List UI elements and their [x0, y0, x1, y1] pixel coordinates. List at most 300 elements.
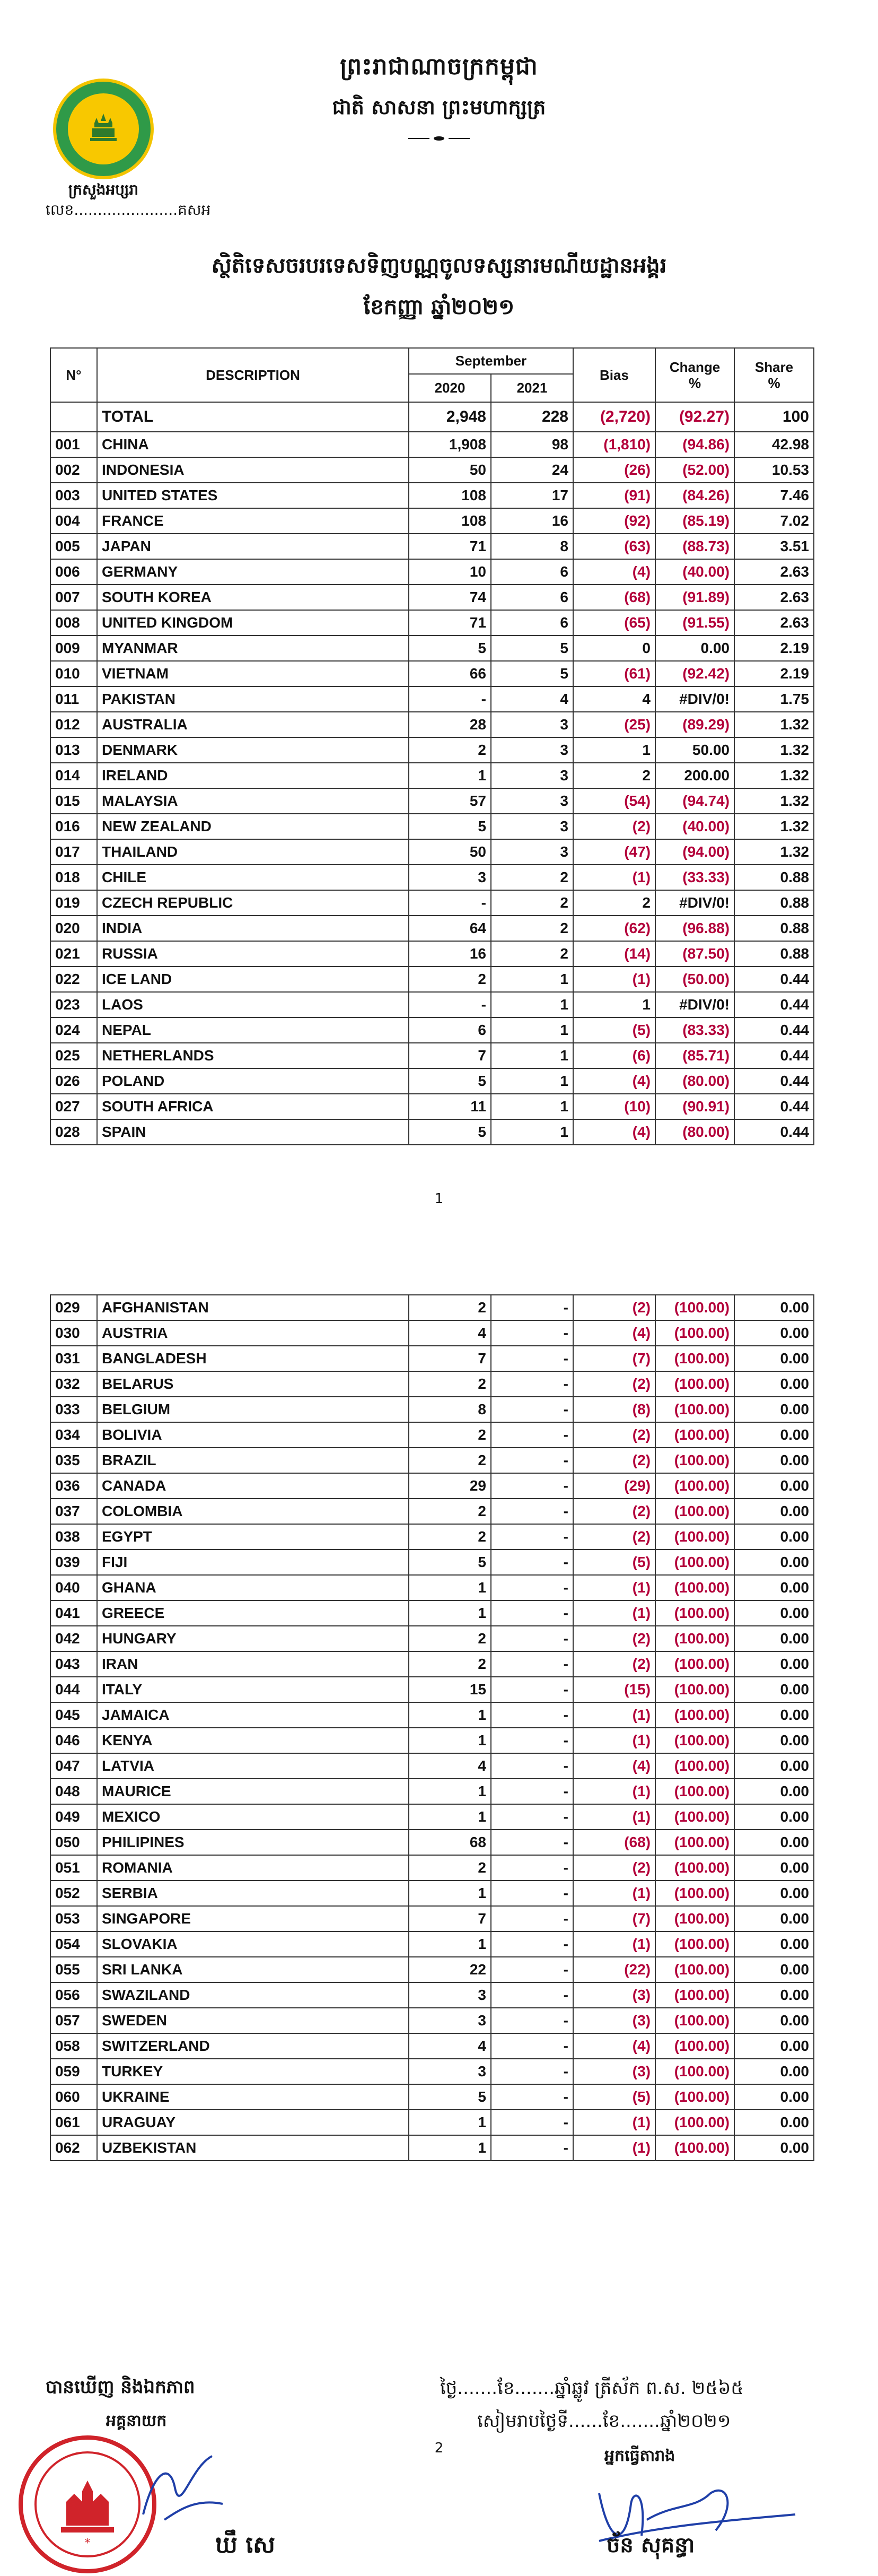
share-percent: 0.88	[734, 890, 814, 916]
bias-value: (15)	[573, 1677, 655, 1702]
change-percent: (87.50)	[655, 941, 734, 967]
bias-value: (2)	[573, 814, 655, 839]
table-row	[50, 1524, 814, 1550]
change-percent: (96.88)	[655, 916, 734, 941]
country-name: COLOMBIA	[97, 1499, 409, 1524]
change-percent: (52.00)	[655, 457, 734, 483]
total-change: (92.27)	[655, 402, 734, 432]
table-row	[50, 1931, 814, 1957]
country-name: SWITZERLAND	[97, 2033, 409, 2059]
share-percent: 0.00	[734, 1779, 814, 1804]
row-number: 060	[50, 2084, 97, 2110]
bias-value: (2)	[573, 1371, 655, 1397]
value-2020: -	[409, 992, 491, 1017]
bias-value: (62)	[573, 916, 655, 941]
row-number: 032	[50, 1371, 97, 1397]
table-row	[50, 839, 814, 865]
value-2021: 1	[491, 1068, 573, 1094]
change-percent: (100.00)	[655, 1473, 734, 1499]
document-number: លេខ......................គសអ	[46, 201, 211, 219]
bias-value: (2)	[573, 1295, 655, 1320]
table-row	[50, 1651, 814, 1677]
row-number: 054	[50, 1931, 97, 1957]
value-2021: 3	[491, 839, 573, 865]
bias-value: (1)	[573, 2135, 655, 2161]
table-row	[50, 916, 814, 941]
value-2020: 2	[409, 1499, 491, 1524]
value-2020: 5	[409, 636, 491, 661]
table-row	[50, 1728, 814, 1753]
bias-value: 4	[573, 686, 655, 712]
country-name: BANGLADESH	[97, 1346, 409, 1371]
bias-value: (2)	[573, 1422, 655, 1448]
row-number: 026	[50, 1068, 97, 1094]
row-number: 021	[50, 941, 97, 967]
value-2020: -	[409, 686, 491, 712]
table-row	[50, 1982, 814, 2008]
country-name: GERMANY	[97, 559, 409, 585]
bias-value: (4)	[573, 1119, 655, 1145]
row-number: 019	[50, 890, 97, 916]
table-row	[50, 1119, 814, 1145]
country-name: AFGHANISTAN	[97, 1295, 409, 1320]
change-percent: (100.00)	[655, 1931, 734, 1957]
country-name: URAGUAY	[97, 2110, 409, 2135]
country-name: KENYA	[97, 1728, 409, 1753]
value-2021: -	[491, 1397, 573, 1422]
country-name: IRAN	[97, 1651, 409, 1677]
bias-value: (1)	[573, 1881, 655, 1906]
share-percent: 0.00	[734, 1677, 814, 1702]
country-name: GHANA	[97, 1575, 409, 1600]
bias-value: (1)	[573, 1728, 655, 1753]
bias-value: (3)	[573, 1982, 655, 2008]
value-2020: 3	[409, 1982, 491, 2008]
change-percent: (100.00)	[655, 1499, 734, 1524]
bias-value: (26)	[573, 457, 655, 483]
row-number: 006	[50, 559, 97, 585]
value-2021: -	[491, 1626, 573, 1651]
value-2020: 2	[409, 967, 491, 992]
bias-value: (29)	[573, 1473, 655, 1499]
table-row	[50, 1957, 814, 1982]
value-2020: 22	[409, 1957, 491, 1982]
value-2021: -	[491, 1830, 573, 1855]
value-2020: 11	[409, 1094, 491, 1119]
row-number: 029	[50, 1295, 97, 1320]
change-percent: (100.00)	[655, 1855, 734, 1881]
value-2020: -	[409, 890, 491, 916]
share-percent: 0.00	[734, 1550, 814, 1575]
table-row	[50, 1881, 814, 1906]
share-percent: 0.00	[734, 1499, 814, 1524]
table-row	[50, 1448, 814, 1473]
row-number: 028	[50, 1119, 97, 1145]
change-percent: (50.00)	[655, 967, 734, 992]
row-number: 009	[50, 636, 97, 661]
table-row	[50, 1295, 814, 1320]
share-percent: 0.00	[734, 1473, 814, 1499]
change-percent: (100.00)	[655, 1295, 734, 1320]
share-percent: 1.32	[734, 814, 814, 839]
change-percent: (100.00)	[655, 1550, 734, 1575]
row-number: 061	[50, 2110, 97, 2135]
change-percent: (100.00)	[655, 2059, 734, 2084]
bias-value: (1)	[573, 1804, 655, 1830]
value-2021: -	[491, 2059, 573, 2084]
row-number: 005	[50, 534, 97, 559]
table-row	[50, 1830, 814, 1855]
bias-value: (10)	[573, 1094, 655, 1119]
change-percent: (100.00)	[655, 1422, 734, 1448]
row-number: 047	[50, 1753, 97, 1779]
row-number: 035	[50, 1448, 97, 1473]
change-percent: 0.00	[655, 636, 734, 661]
row-number: 018	[50, 865, 97, 890]
share-percent: 0.00	[734, 1651, 814, 1677]
value-2020: 57	[409, 788, 491, 814]
value-2021: 3	[491, 763, 573, 788]
preparer-role: អ្នកធ្វើតារាង	[604, 2447, 675, 2465]
country-name: DENMARK	[97, 737, 409, 763]
share-percent: 42.98	[734, 432, 814, 457]
share-percent: 0.00	[734, 1346, 814, 1371]
bias-value: (61)	[573, 661, 655, 686]
bias-value: (1)	[573, 1702, 655, 1728]
bias-value: (3)	[573, 2008, 655, 2033]
value-2021: 2	[491, 941, 573, 967]
change-percent: (100.00)	[655, 1320, 734, 1346]
share-percent: 0.00	[734, 1448, 814, 1473]
value-2021: 6	[491, 585, 573, 610]
share-percent: 0.00	[734, 1295, 814, 1320]
table-row	[50, 992, 814, 1017]
share-percent: 0.00	[734, 1931, 814, 1957]
total-row	[50, 402, 814, 432]
value-2020: 2	[409, 1626, 491, 1651]
change-percent: (90.91)	[655, 1094, 734, 1119]
country-name: CHINA	[97, 432, 409, 457]
country-name: NETHERLANDS	[97, 1043, 409, 1068]
country-name: AUSTRIA	[97, 1320, 409, 1346]
value-2020: 1	[409, 1881, 491, 1906]
report-title: ស្ថិតិទេសចរបរទេសទិញបណ្ណចូលទស្សនារមណីយដ្ឋានអង្គរ	[211, 254, 667, 278]
row-number: 011	[50, 686, 97, 712]
table-row	[50, 432, 814, 457]
kingdom-header: ព្រះរាជាណាចក្រកម្ពុជា	[340, 53, 538, 80]
change-percent: (94.86)	[655, 432, 734, 457]
table-row	[50, 2033, 814, 2059]
row-number: 051	[50, 1855, 97, 1881]
value-2020: 74	[409, 585, 491, 610]
table-row	[50, 1753, 814, 1779]
bias-value: (3)	[573, 2059, 655, 2084]
share-percent: 0.88	[734, 941, 814, 967]
bias-value: (4)	[573, 1753, 655, 1779]
row-number: 037	[50, 1499, 97, 1524]
bias-value: (68)	[573, 1830, 655, 1855]
row-number: 058	[50, 2033, 97, 2059]
value-2021: 5	[491, 661, 573, 686]
share-percent: 0.00	[734, 1881, 814, 1906]
change-percent: (85.19)	[655, 508, 734, 534]
value-2021: 8	[491, 534, 573, 559]
change-percent: (80.00)	[655, 1119, 734, 1145]
value-2020: 4	[409, 1320, 491, 1346]
value-2021: -	[491, 1448, 573, 1473]
value-2021: -	[491, 1702, 573, 1728]
table-row	[50, 1600, 814, 1626]
bias-value: (5)	[573, 1550, 655, 1575]
share-percent: 2.63	[734, 559, 814, 585]
row-number: 033	[50, 1397, 97, 1422]
country-name: BRAZIL	[97, 1448, 409, 1473]
country-name: SWEDEN	[97, 2008, 409, 2033]
page-1	[0, 0, 878, 1236]
table-row	[50, 508, 814, 534]
table-row	[50, 1068, 814, 1094]
value-2020: 3	[409, 865, 491, 890]
svg-text:*: *	[84, 2537, 91, 2550]
value-2020: 66	[409, 661, 491, 686]
value-2020: 50	[409, 457, 491, 483]
share-percent: 0.00	[734, 1957, 814, 1982]
change-percent: (100.00)	[655, 1728, 734, 1753]
country-name: MEXICO	[97, 1804, 409, 1830]
country-name: SOUTH KOREA	[97, 585, 409, 610]
row-number: 007	[50, 585, 97, 610]
bias-value: (2)	[573, 1855, 655, 1881]
share-percent: 0.88	[734, 865, 814, 890]
row-number: 053	[50, 1906, 97, 1931]
value-2020: 108	[409, 508, 491, 534]
value-2021: -	[491, 1499, 573, 1524]
row-number: 045	[50, 1702, 97, 1728]
value-2021: -	[491, 1779, 573, 1804]
value-2021: -	[491, 2084, 573, 2110]
share-percent: 0.00	[734, 2084, 814, 2110]
value-2021: -	[491, 1931, 573, 1957]
table-row	[50, 1855, 814, 1881]
country-name: LATVIA	[97, 1753, 409, 1779]
country-name: AUSTRALIA	[97, 712, 409, 737]
value-2020: 2	[409, 1295, 491, 1320]
change-percent: (100.00)	[655, 1957, 734, 1982]
value-2020: 1	[409, 1575, 491, 1600]
value-2020: 4	[409, 1753, 491, 1779]
value-2021: -	[491, 1651, 573, 1677]
bias-value: (4)	[573, 2033, 655, 2059]
change-percent: (100.00)	[655, 2084, 734, 2110]
share-percent: 0.00	[734, 1422, 814, 1448]
value-2021: 2	[491, 865, 573, 890]
row-number: 043	[50, 1651, 97, 1677]
total-2020: 2,948	[409, 402, 491, 432]
value-2020: 5	[409, 814, 491, 839]
country-name: VIETNAM	[97, 661, 409, 686]
value-2021: -	[491, 1753, 573, 1779]
value-2021: 4	[491, 686, 573, 712]
change-percent: (100.00)	[655, 1906, 734, 1931]
country-name: BELGIUM	[97, 1397, 409, 1422]
change-percent: (100.00)	[655, 1575, 734, 1600]
change-percent: (80.00)	[655, 1068, 734, 1094]
table-row	[50, 2084, 814, 2110]
country-name: INDIA	[97, 916, 409, 941]
table-row	[50, 1422, 814, 1448]
approver-name: ឃឹ សេ	[215, 2531, 276, 2558]
row-number: 024	[50, 1017, 97, 1043]
country-name: SWAZILAND	[97, 1982, 409, 2008]
change-percent: (100.00)	[655, 2033, 734, 2059]
row-number: 008	[50, 610, 97, 636]
value-2021: -	[491, 1346, 573, 1371]
value-2020: 5	[409, 1119, 491, 1145]
country-name: UNITED KINGDOM	[97, 610, 409, 636]
table-row	[50, 1702, 814, 1728]
share-percent: 0.44	[734, 1043, 814, 1068]
row-number: 020	[50, 916, 97, 941]
change-percent: (100.00)	[655, 2135, 734, 2161]
table-row	[50, 865, 814, 890]
total-no	[50, 402, 97, 432]
total-label: TOTAL	[97, 402, 409, 432]
solar-date-line: សៀមរាបថ្ងៃទី......ខែ.......ឆ្នាំ២០២១	[477, 2410, 731, 2432]
value-2021: 6	[491, 610, 573, 636]
country-name: SERBIA	[97, 1881, 409, 1906]
table-row	[50, 814, 814, 839]
change-percent: (100.00)	[655, 1881, 734, 1906]
value-2020: 2	[409, 1651, 491, 1677]
bias-value: (1)	[573, 865, 655, 890]
share-percent: 2.63	[734, 585, 814, 610]
change-percent: (92.42)	[655, 661, 734, 686]
country-name: PHILIPINES	[97, 1830, 409, 1855]
share-percent: 0.88	[734, 916, 814, 941]
value-2021: 5	[491, 636, 573, 661]
bias-value: (4)	[573, 559, 655, 585]
table-row	[50, 890, 814, 916]
logo-emblem-center	[68, 93, 139, 164]
value-2021: 24	[491, 457, 573, 483]
value-2021: -	[491, 1677, 573, 1702]
ornament-divider	[408, 136, 470, 141]
value-2021: 1	[491, 1043, 573, 1068]
statistics-table-continued	[50, 1294, 814, 2161]
bias-value: (47)	[573, 839, 655, 865]
change-percent: (100.00)	[655, 1702, 734, 1728]
row-number: 013	[50, 737, 97, 763]
value-2020: 2	[409, 1855, 491, 1881]
value-2020: 1	[409, 1728, 491, 1753]
value-2020: 1	[409, 2110, 491, 2135]
country-name: TURKEY	[97, 2059, 409, 2084]
country-name: UNITED STATES	[97, 483, 409, 508]
table-row	[50, 1677, 814, 1702]
director-signature	[133, 2451, 228, 2536]
value-2020: 4	[409, 2033, 491, 2059]
change-percent: 200.00	[655, 763, 734, 788]
bias-value: (25)	[573, 712, 655, 737]
value-2020: 16	[409, 941, 491, 967]
row-number: 036	[50, 1473, 97, 1499]
row-number: 056	[50, 1982, 97, 2008]
bias-value: 1	[573, 737, 655, 763]
value-2021: 1	[491, 1094, 573, 1119]
value-2021: -	[491, 1906, 573, 1931]
value-2020: 1	[409, 1804, 491, 1830]
value-2020: 15	[409, 1677, 491, 1702]
bias-value: (1)	[573, 1575, 655, 1600]
country-name: GREECE	[97, 1600, 409, 1626]
country-name: IRELAND	[97, 763, 409, 788]
row-number: 025	[50, 1043, 97, 1068]
header-year-2021: 2021	[491, 374, 573, 402]
bias-value: 2	[573, 763, 655, 788]
value-2020: 1	[409, 2135, 491, 2161]
bias-value: (1)	[573, 1779, 655, 1804]
row-number: 039	[50, 1550, 97, 1575]
value-2021: -	[491, 1524, 573, 1550]
row-number: 044	[50, 1677, 97, 1702]
row-number: 030	[50, 1320, 97, 1346]
row-number: 052	[50, 1881, 97, 1906]
value-2020: 1,908	[409, 432, 491, 457]
table-row	[50, 2008, 814, 2033]
report-subtitle: ខែកញ្ញា ឆ្នាំ២០២១	[363, 295, 515, 319]
row-number: 031	[50, 1346, 97, 1371]
change-percent: (83.33)	[655, 1017, 734, 1043]
page-2	[0, 1236, 878, 2558]
value-2020: 2	[409, 1524, 491, 1550]
bias-value: (7)	[573, 1346, 655, 1371]
row-number: 010	[50, 661, 97, 686]
approval-title: បានឃើញ និងឯកភាព	[46, 2377, 195, 2398]
share-percent: 2.63	[734, 610, 814, 636]
share-percent: 0.00	[734, 2110, 814, 2135]
table-row	[50, 1346, 814, 1371]
approver-role: អគ្គនាយក	[106, 2412, 167, 2430]
row-number: 003	[50, 483, 97, 508]
country-name: LAOS	[97, 992, 409, 1017]
row-number: 022	[50, 967, 97, 992]
share-percent: 2.19	[734, 661, 814, 686]
row-number: 012	[50, 712, 97, 737]
value-2020: 2	[409, 1371, 491, 1397]
change-percent: (94.74)	[655, 788, 734, 814]
temple-icon	[87, 111, 120, 144]
table-row	[50, 1397, 814, 1422]
row-number: 040	[50, 1575, 97, 1600]
value-2020: 10	[409, 559, 491, 585]
row-number: 017	[50, 839, 97, 865]
value-2020: 1	[409, 1600, 491, 1626]
row-number: 002	[50, 457, 97, 483]
value-2021: 1	[491, 967, 573, 992]
value-2020: 8	[409, 1397, 491, 1422]
table-row	[50, 788, 814, 814]
value-2021: 6	[491, 559, 573, 585]
row-number: 027	[50, 1094, 97, 1119]
country-name: CANADA	[97, 1473, 409, 1499]
country-name: THAILAND	[97, 839, 409, 865]
row-number: 004	[50, 508, 97, 534]
statistics-table	[50, 347, 814, 1145]
share-percent: 1.75	[734, 686, 814, 712]
table-row	[50, 1371, 814, 1397]
value-2021: -	[491, 1550, 573, 1575]
country-name: SRI LANKA	[97, 1957, 409, 1982]
